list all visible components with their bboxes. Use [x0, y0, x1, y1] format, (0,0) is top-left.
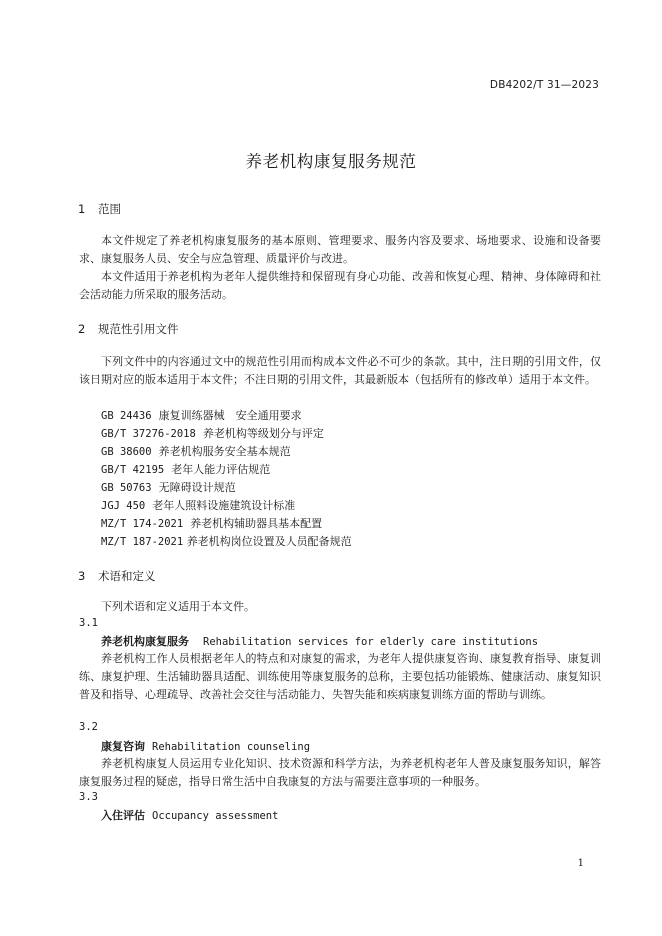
page-number: 1 [577, 858, 584, 869]
reference-code: JGJ 450 [101, 500, 146, 512]
reference-code: MZ/T 187-2021 [101, 536, 184, 548]
reference-item [101, 497, 295, 515]
clause-number: 3.3 [79, 791, 98, 803]
reference-name: 养老机构等级划分与评定 [202, 427, 324, 440]
term-heading [101, 807, 278, 823]
term-en: Rehabilitation services for elderly care institutions [203, 636, 539, 648]
term-zh: 养老机构康复服务 [101, 635, 189, 648]
reference-code: GB/T 37276-2018 [101, 428, 196, 440]
reference-item [101, 407, 302, 425]
term-zh: 入住评估 [101, 809, 145, 822]
clause-number: 3.1 [79, 617, 98, 629]
reference-code: GB 38600 [101, 446, 152, 458]
reference-item [101, 479, 236, 497]
reference-code: GB/T 42195 [101, 464, 165, 476]
document-title: 养老机构康复服务规范 [245, 152, 417, 171]
reference-code: GB 50763 [101, 482, 152, 494]
section-title: 范围 [98, 202, 121, 216]
section-number: 2 [78, 322, 86, 336]
section-1-paragraph-1: 本文件规定了养老机构康复服务的基本原则、管理要求、服务内容及要求、场地要求、设施和设备要求、康复服务人员、安全与应急管理、质量评价与改进。 [79, 234, 601, 265]
section-2-heading [78, 321, 179, 337]
term-zh: 康复咨询 [101, 740, 145, 753]
section-2-intro: 下列文件中的内容通过文中的规范性引用而构成本文件必不可少的条款。其中，注日期的引用文件，仅该日期对应的版本适用于本文件；不注日期的引用文件，其最新版本（包括所有的修改单）适用于本文件。 [79, 355, 601, 386]
term-heading [101, 633, 538, 649]
reference-item [101, 461, 270, 479]
section-number: 3 [78, 569, 86, 583]
reference-name: 养老机构岗位设置及人员配备规范 [186, 535, 352, 548]
reference-code: MZ/T 174-2021 [101, 518, 184, 530]
section-3-heading [78, 568, 156, 584]
section-number: 1 [78, 202, 86, 216]
section-title: 规范性引用文件 [98, 322, 179, 336]
term-en: Occupancy assessment [152, 810, 279, 822]
reference-item [101, 533, 352, 551]
document-code: DB4202/T 31—2023 [489, 79, 599, 91]
section-3-intro: 下列术语和定义适用于本文件。 [101, 600, 255, 613]
reference-item [101, 443, 291, 461]
section-1-heading [78, 201, 121, 217]
reference-item [101, 425, 324, 443]
reference-code: GB 24436 [101, 410, 152, 422]
reference-name: 养老机构辅助器具基本配置 [190, 517, 323, 530]
reference-item [101, 515, 322, 533]
reference-name: 无障碍设计规范 [158, 481, 236, 494]
term-definition: 养老机构康复人员运用专业化知识、技术资源和科学方法，为养老机构老年人普及康复服务知识，解答康复服务过程的疑虑，指导日常生活中自我康复的方法与需要注意事项的一种服务。 [79, 757, 601, 788]
reference-name: 老年人照料设施建筑设计标准 [152, 499, 296, 512]
reference-name: 老年人能力评估规范 [171, 463, 271, 476]
section-title: 术语和定义 [98, 569, 156, 583]
reference-name: 养老机构服务安全基本规范 [158, 445, 291, 458]
reference-name: 康复训练器械 安全通用要求 [158, 409, 302, 422]
section-1-paragraph-2: 本文件适用于养老机构为老年人提供维持和保留现有身心功能、改善和恢复心理、精神、身体障碍和社会活动能力所采取的服务活动。 [79, 270, 601, 301]
clause-number: 3.2 [79, 721, 98, 733]
term-heading [101, 738, 310, 754]
term-en: Rehabilitation counseling [152, 741, 311, 753]
term-definition: 养老机构工作人员根据老年人的特点和对康复的需求，为老年人提供康复咨询、康复教育指导、康复训练、康复护理、生活辅助器具适配、训练使用等康复服务的总称，主要包括功能锻炼、健康活动、康复知识普及和指导、心理疏导、改善社会交往与活动能力、失智失能和疾病康复训练方面的帮助与训练。 [79, 652, 601, 701]
